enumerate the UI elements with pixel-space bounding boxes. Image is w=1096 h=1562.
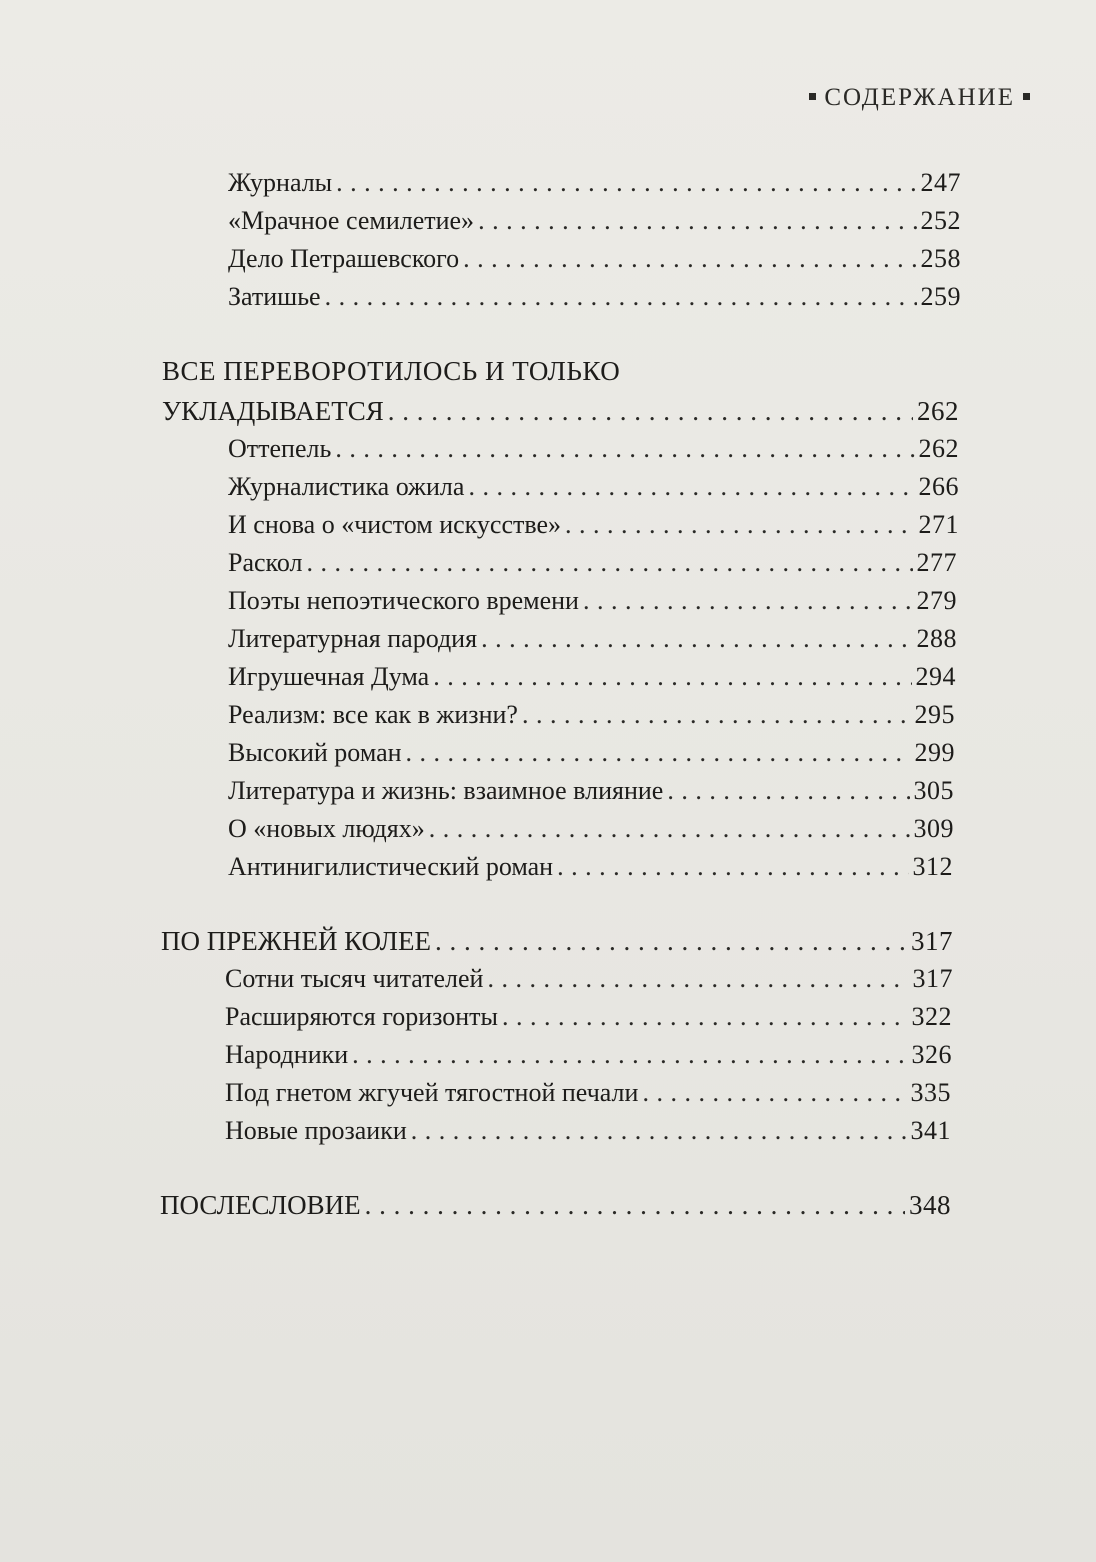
toc-section-entry[interactable]: [161, 926, 953, 956]
leader-dots: [352, 1040, 907, 1070]
toc-entry-page: 252: [920, 206, 961, 235]
toc-entry-title: Дело Петрашевского: [228, 244, 460, 273]
toc-entry-page: 259: [920, 282, 961, 311]
leader-dots: [487, 964, 908, 994]
toc-entry[interactable]: [228, 624, 957, 654]
toc-entry-page: 299: [914, 738, 955, 767]
toc-entry-page: 295: [914, 700, 955, 729]
leader-dots: [325, 282, 917, 312]
toc-entry-title: Затишье: [228, 282, 321, 311]
section-title: ПО ПРЕЖНЕЙ КОЛЕЕ: [161, 926, 431, 956]
toc-entry-page: 279: [916, 586, 957, 615]
toc-entry-page: 305: [913, 776, 954, 805]
toc-entry-page: 341: [910, 1116, 951, 1145]
toc-entry-page: 258: [920, 244, 961, 273]
leader-dots: [481, 624, 912, 654]
toc-entry[interactable]: [228, 700, 955, 730]
toc-entry-title: Сотни тысяч читателей: [225, 964, 484, 993]
leader-dots: [433, 662, 911, 692]
section-title-line: ВСЕ ПЕРЕВОРОТИЛОСЬ И ТОЛЬКО: [162, 356, 621, 386]
square-ornament-icon: [809, 93, 816, 100]
toc-entry-title: Литературная пародия: [228, 624, 478, 653]
leader-dots: [406, 738, 911, 768]
toc-entry-page: 335: [910, 1078, 951, 1107]
square-ornament-icon: [1023, 93, 1030, 100]
toc-entry-page: 322: [911, 1002, 952, 1031]
toc-entry-title: Народники: [225, 1040, 349, 1069]
toc-entry-page: 317: [912, 964, 953, 993]
toc-entry-page: 262: [917, 396, 959, 426]
toc-entry-page: 288: [916, 624, 957, 653]
toc-entry[interactable]: [228, 852, 953, 882]
leader-dots: [336, 168, 916, 198]
leader-dots: [667, 776, 909, 806]
toc-entry-title: Антинигилистический роман: [228, 852, 554, 881]
leader-dots: [557, 852, 908, 882]
toc-entry[interactable]: [225, 1116, 951, 1146]
leader-dots: [468, 472, 914, 502]
toc-entry-title: Журналы: [228, 168, 333, 197]
leader-dots: [502, 1002, 908, 1032]
toc-entry-title: Игрушечная Дума: [228, 662, 430, 691]
toc-entry[interactable]: [228, 282, 961, 312]
toc-entry[interactable]: [225, 1078, 951, 1108]
leader-dots: [642, 1078, 906, 1108]
toc-entry-page: 266: [918, 472, 959, 501]
toc-entry[interactable]: [228, 244, 961, 274]
toc-section-entry[interactable]: [160, 1190, 951, 1220]
toc-entry[interactable]: [228, 472, 959, 502]
toc-entry-page: 309: [913, 814, 954, 843]
toc-entry[interactable]: [225, 1002, 952, 1032]
toc-entry-title: Расширяются горизонты: [225, 1002, 498, 1031]
toc-entry[interactable]: [228, 776, 954, 806]
toc-entry-title: О «новых людях»: [228, 814, 425, 843]
leader-dots: [583, 586, 913, 616]
toc-entry-title: Поэты непоэтического времени: [228, 586, 579, 615]
toc-entry-page: 247: [920, 168, 961, 197]
leader-dots: [365, 1190, 905, 1220]
toc-entry[interactable]: [225, 1040, 952, 1070]
toc-entry[interactable]: [228, 814, 954, 844]
toc-entry-title: Литература и жизнь: взаимное влияние: [228, 776, 664, 805]
leader-dots: [411, 1116, 907, 1146]
toc-entry[interactable]: [228, 738, 955, 768]
toc-entry-title: Реализм: все как в жизни?: [228, 700, 518, 729]
leader-dots: [478, 206, 916, 236]
leader-dots: [435, 926, 907, 956]
section-title-line: УКЛАДЫВАЕТСЯ: [162, 396, 384, 426]
toc-entry-page: 277: [916, 548, 957, 577]
toc-entry-title: Высокий роман: [228, 738, 402, 767]
toc-entry-title: «Мрачное семилетие»: [228, 206, 475, 235]
toc-entry-title: Под гнетом жгучей тягостной печали: [225, 1078, 639, 1107]
toc-entry[interactable]: [228, 548, 957, 578]
leader-dots: [429, 814, 910, 844]
toc-section-entry[interactable]: [162, 396, 959, 426]
toc-entry[interactable]: [228, 510, 959, 540]
toc-entry-page: 271: [918, 510, 959, 539]
leader-dots: [388, 396, 913, 426]
toc-entry-title: И снова о «чистом искусстве»: [228, 510, 562, 539]
toc-entry[interactable]: [228, 434, 959, 464]
toc-entry-page: 312: [912, 852, 953, 881]
toc-entry[interactable]: [228, 206, 961, 236]
toc-entry[interactable]: [225, 964, 953, 994]
toc-entry-page: 294: [915, 662, 956, 691]
leader-dots: [335, 434, 914, 464]
toc-entry-page: 317: [911, 926, 953, 956]
toc-entry[interactable]: [228, 586, 957, 616]
toc-entry[interactable]: [228, 168, 961, 198]
leader-dots: [522, 700, 911, 730]
section-title: ПОСЛЕСЛОВИЕ: [160, 1190, 361, 1220]
toc-entry-title: Новые прозаики: [225, 1116, 407, 1145]
leader-dots: [565, 510, 914, 540]
leader-dots: [463, 244, 916, 274]
toc-entry-title: Журналистика ожила: [228, 472, 465, 501]
toc-entry-page: 348: [909, 1190, 951, 1220]
running-head-text: СОДЕРЖАНИЕ: [824, 84, 1015, 111]
leader-dots: [306, 548, 912, 578]
toc-entry-page: 326: [911, 1040, 952, 1069]
toc-entry-page: 262: [918, 434, 959, 463]
toc-entry-title: Раскол: [228, 548, 303, 577]
toc-entry[interactable]: [228, 662, 956, 692]
running-head: [809, 84, 1030, 112]
toc-entry-title: Оттепель: [228, 434, 332, 463]
